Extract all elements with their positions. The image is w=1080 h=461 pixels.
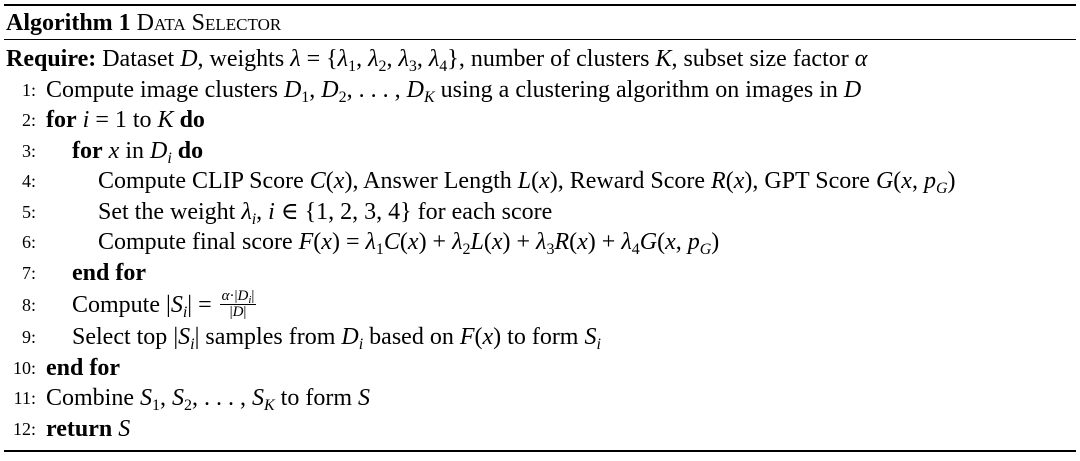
algorithm-line: 2: for i = 1 to K do xyxy=(4,105,1076,136)
algorithm-line: 12: return S xyxy=(4,414,1076,445)
require-line: Require: Dataset D, weights $\lambda = \{\lambda_1$, $\lambda_2$, $\lambda_3$, $\lambda_4$}, number of clusters K, subset size factor α xyxy=(6,46,868,75)
line-number: 2: xyxy=(21,110,36,130)
algorithm-block xyxy=(4,4,1076,452)
algorithm-line: 3: for x in $D_i$ do xyxy=(4,136,1076,167)
fraction: $\frac{\alpha\cdot|D_i|}{|D|}$ xyxy=(221,287,255,320)
algorithm-name: Data Selector xyxy=(136,10,282,36)
line-number: 4: xyxy=(21,171,36,191)
algorithm-line: 5: Set the weight $\lambda_i$, i ∈ {1, 2, 3, 4} for each score xyxy=(4,197,1076,228)
line-number: 1: xyxy=(21,79,36,100)
line-number: 10: xyxy=(12,357,36,378)
line-number: 5: xyxy=(21,201,36,222)
algorithm-label: Algorithm 1 xyxy=(6,10,131,36)
line-number: 9: xyxy=(21,327,36,347)
algorithm-line: 11: Combine $S_1$, $S_2$, . . . , $S_K$ to form S xyxy=(4,383,1076,414)
bottom-rule xyxy=(4,450,1076,452)
algorithm-line: 10: end for xyxy=(4,353,1076,384)
require-label: Require: xyxy=(6,46,97,72)
algorithm-line: 1: Compute image clusters $D_1$, $D_2$, . . . , $D_K$ using a clustering algorithm on images in D xyxy=(4,75,1076,106)
algorithm-line: 7: end for xyxy=(4,258,1076,289)
algorithm-line: 9: Select top $|S_i|$ samples from $D_i$ based on F(x) to form $S_i$ xyxy=(4,322,1076,353)
algorithm-body xyxy=(4,40,1076,444)
algorithm-line: 4: Compute CLIP Score C(x), Answer Length L(x), Reward Score R(x), GPT Score G(x, $p_G$) xyxy=(4,166,1076,197)
algorithm-line: 8: Compute $|S_i|$ = $\frac{\alpha\cdot|D_i|}{|D|}$ xyxy=(4,288,1076,322)
algorithm-caption xyxy=(4,6,1076,39)
algorithm-line: 6: Compute final score $F(x) = \lambda_1C(x) + \lambda_2L(x) + \lambda_3R(x) + \lambda_4G(x$, $p_G$) xyxy=(4,227,1076,258)
line-number: 11: xyxy=(13,388,36,408)
line-number: 7: xyxy=(21,262,36,283)
line-number: 6: xyxy=(21,232,36,252)
line-number: 8: xyxy=(21,295,36,315)
line-number: 12: xyxy=(12,418,36,439)
line-number: 3: xyxy=(21,140,36,161)
